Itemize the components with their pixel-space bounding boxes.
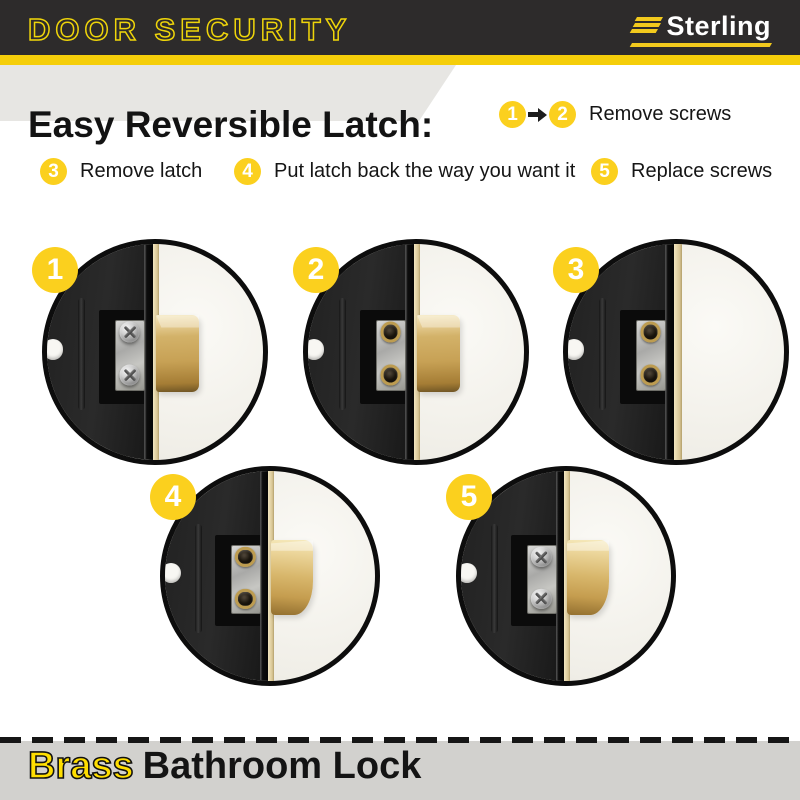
step-5-label: Replace screws: [631, 160, 773, 182]
step-2-badge: 2: [549, 101, 576, 128]
lock-notch: [457, 563, 477, 583]
door-edge: [260, 467, 268, 685]
brand-stripes-icon: [631, 17, 662, 35]
step-1-2-label: Remove screws: [589, 103, 732, 125]
accent-stripe: [0, 55, 800, 65]
step-1-badge: 1: [499, 101, 526, 128]
product-title-rest: Bathroom Lock: [142, 745, 422, 787]
arrow-shaft: [528, 112, 538, 117]
step-4-label: Put latch back the way you want it: [274, 160, 576, 182]
step-number-badge: 4: [150, 474, 196, 520]
section-heading: Easy Reversible Latch:: [28, 103, 434, 145]
brand-underline: [630, 43, 772, 47]
lock-notch: [564, 339, 585, 360]
lock-ridge: [195, 524, 201, 633]
brass-latch-bolt: [567, 540, 609, 615]
door-edge: [665, 240, 674, 465]
lock-ridge: [599, 298, 605, 410]
screw-hole-bottom: [235, 589, 255, 609]
screw-bottom: [531, 589, 551, 609]
step-photo-2: [303, 239, 529, 465]
lock-ridge: [339, 298, 345, 410]
door-edge: [556, 467, 564, 685]
latch-plate: [527, 545, 556, 614]
latch-plate: [636, 320, 666, 391]
latch-plate: [231, 545, 260, 614]
legend-steps-1-2: [499, 101, 731, 128]
screw-hole-top: [235, 547, 255, 567]
legend-step-3: [40, 158, 202, 185]
screw-hole-top: [380, 322, 401, 343]
product-title: [28, 746, 421, 786]
door-edge: [405, 240, 414, 465]
step-number-badge: 3: [553, 247, 599, 293]
step-photo-1: [42, 239, 268, 465]
lock-notch: [161, 563, 181, 583]
legend-step-4: [234, 158, 575, 185]
brass-latch-bolt: [156, 315, 199, 392]
lock-notch: [43, 339, 64, 360]
faceplate-edge: [674, 240, 683, 465]
dashed-divider: [0, 737, 800, 743]
screw-top: [119, 322, 140, 343]
screw-hole-top: [640, 322, 661, 343]
legend-step-5: [591, 158, 772, 185]
step-photo-5: [456, 466, 676, 686]
lock-notch: [304, 339, 325, 360]
step-number-badge: 5: [446, 474, 492, 520]
step-photo-4: [160, 466, 380, 686]
brass-latch-bolt: [417, 315, 460, 392]
arrow-right-icon: [528, 108, 547, 122]
brand-row: [631, 13, 771, 40]
step-3-badge: 3: [40, 158, 67, 185]
screw-top: [531, 547, 551, 567]
step-number-badge: 2: [293, 247, 339, 293]
step-3-label: Remove latch: [80, 160, 203, 182]
latch-plate: [115, 320, 145, 391]
step-5-badge: 5: [591, 158, 618, 185]
arrow-head: [538, 108, 547, 122]
brass-latch-bolt: [271, 540, 313, 615]
brand-name: Sterling: [666, 11, 771, 41]
lock-ridge: [78, 298, 84, 410]
screw-hole-bottom: [640, 365, 661, 386]
product-title-highlight: Brass: [28, 745, 134, 787]
step-photo-3: [563, 239, 789, 465]
step-4-badge: 4: [234, 158, 261, 185]
page-title: DOOR SECURITY: [28, 12, 352, 47]
screw-hole-bottom: [380, 365, 401, 386]
brand-logo: [631, 13, 771, 47]
lock-ridge: [491, 524, 497, 633]
header-bar: [0, 0, 800, 55]
screw-bottom: [119, 365, 140, 386]
latch-plate: [376, 320, 406, 391]
step-number-badge: 1: [32, 247, 78, 293]
door-edge: [144, 240, 153, 465]
